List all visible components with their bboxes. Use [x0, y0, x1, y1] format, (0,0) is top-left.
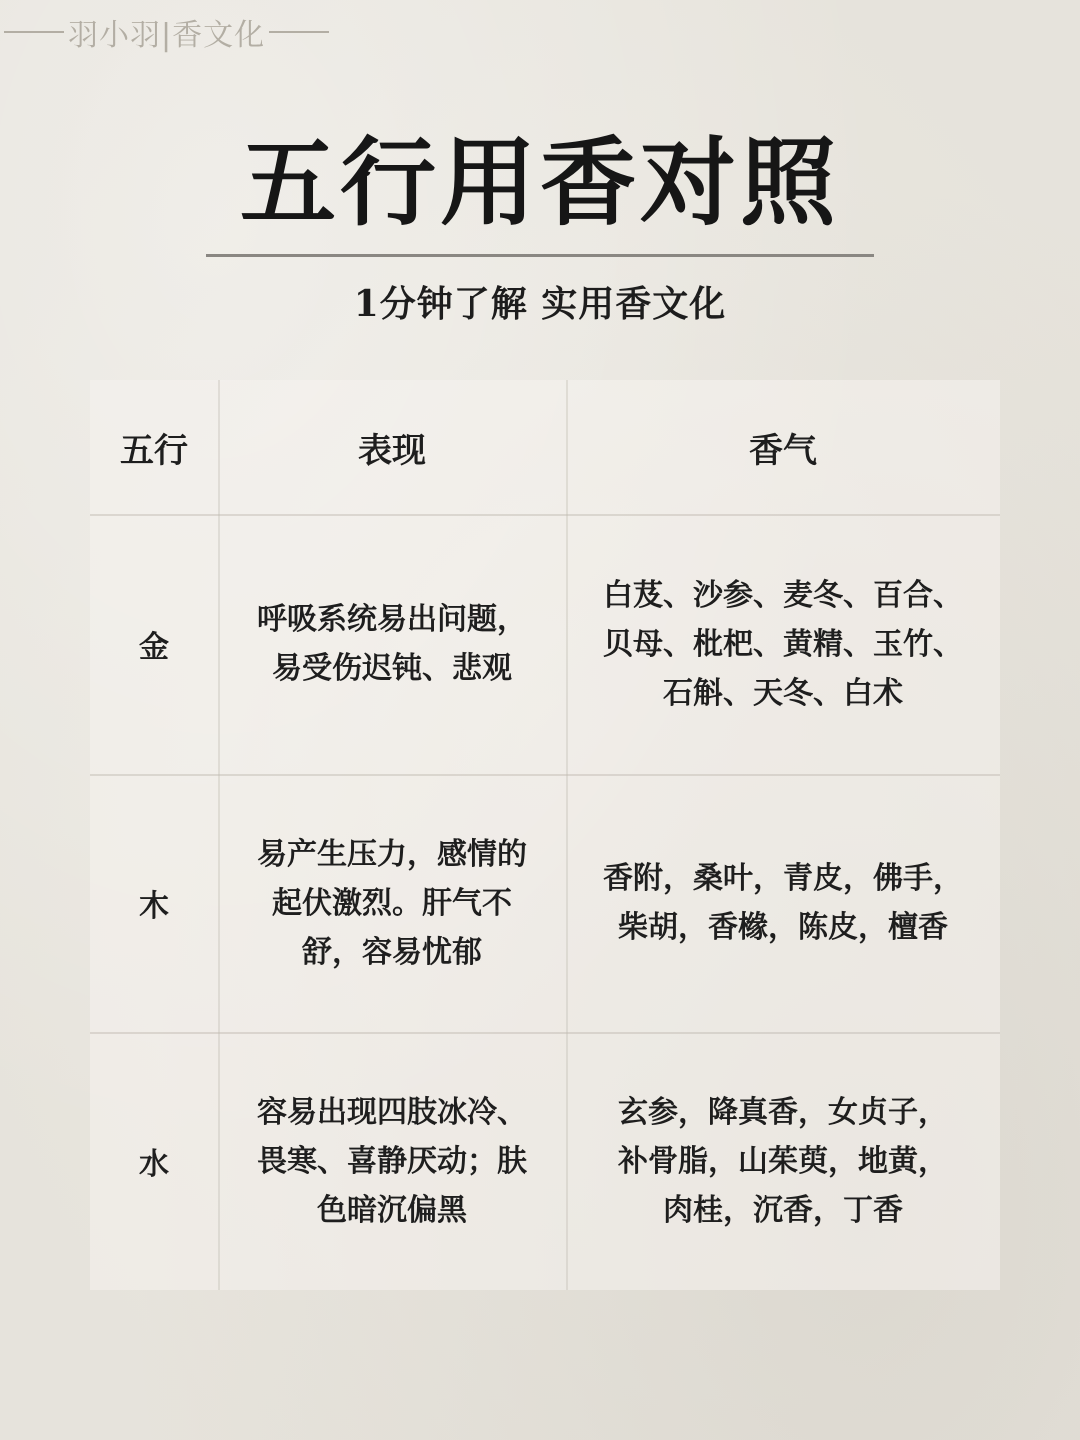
aroma-line: 补骨脂，山茱萸，地黄， — [618, 1143, 948, 1179]
aroma-line: 贝母、枇杷、黄精、玉竹、 — [603, 626, 963, 662]
aroma-line: 石斛、天冬、白术 — [663, 675, 903, 711]
symptom-line: 易产生压力，感情的 — [257, 836, 527, 872]
symptom-line: 容易出现四肢冰冷、 — [257, 1094, 527, 1130]
five-elements-table — [90, 380, 1000, 1290]
aroma-line: 柴胡，香橼，陈皮，檀香 — [618, 910, 948, 945]
row-symptom-metal — [218, 514, 566, 774]
watermark-left-dash — [4, 31, 64, 33]
symptom-line: 舒，容易忧郁 — [302, 934, 482, 970]
symptom-line: 起伏激烈。肝气不 — [272, 885, 512, 921]
header-symptom: 表现 — [358, 430, 426, 471]
watermark-right-dash — [269, 31, 329, 33]
header-element: 五行 — [120, 430, 188, 471]
row-element-metal: 金 — [139, 630, 169, 665]
row-element-wood: 木 — [139, 889, 169, 924]
row-aroma-metal — [566, 514, 1000, 774]
aroma-line: 玄参，降真香，女贞子， — [618, 1094, 948, 1130]
page-subtitle: 1分钟了解 实用香文化 — [353, 283, 727, 325]
header-aroma: 香气 — [749, 430, 817, 471]
aroma-line: 肉桂，沉香，丁香 — [663, 1192, 903, 1228]
symptom-line: 呼吸系统易出问题， — [257, 602, 527, 637]
row-element-water: 水 — [139, 1147, 169, 1182]
row-symptom-wood — [218, 774, 566, 1032]
row-aroma-wood — [566, 774, 1000, 1032]
row-aroma-water — [566, 1032, 1000, 1290]
watermark — [0, 12, 333, 52]
title-divider — [206, 254, 874, 257]
page-title: 五行用香对照 — [240, 126, 840, 239]
watermark-text: 羽小羽|香文化 — [68, 18, 266, 53]
symptom-line: 畏寒、喜静厌动；肤 — [257, 1143, 527, 1179]
aroma-line: 香附，桑叶，青皮，佛手， — [603, 861, 963, 896]
symptom-line: 色暗沉偏黑 — [317, 1192, 467, 1228]
symptom-line: 易受伤迟钝、悲观 — [272, 651, 512, 686]
row-symptom-water — [218, 1032, 566, 1290]
aroma-line: 白芨、沙参、麦冬、百合、 — [603, 577, 963, 613]
